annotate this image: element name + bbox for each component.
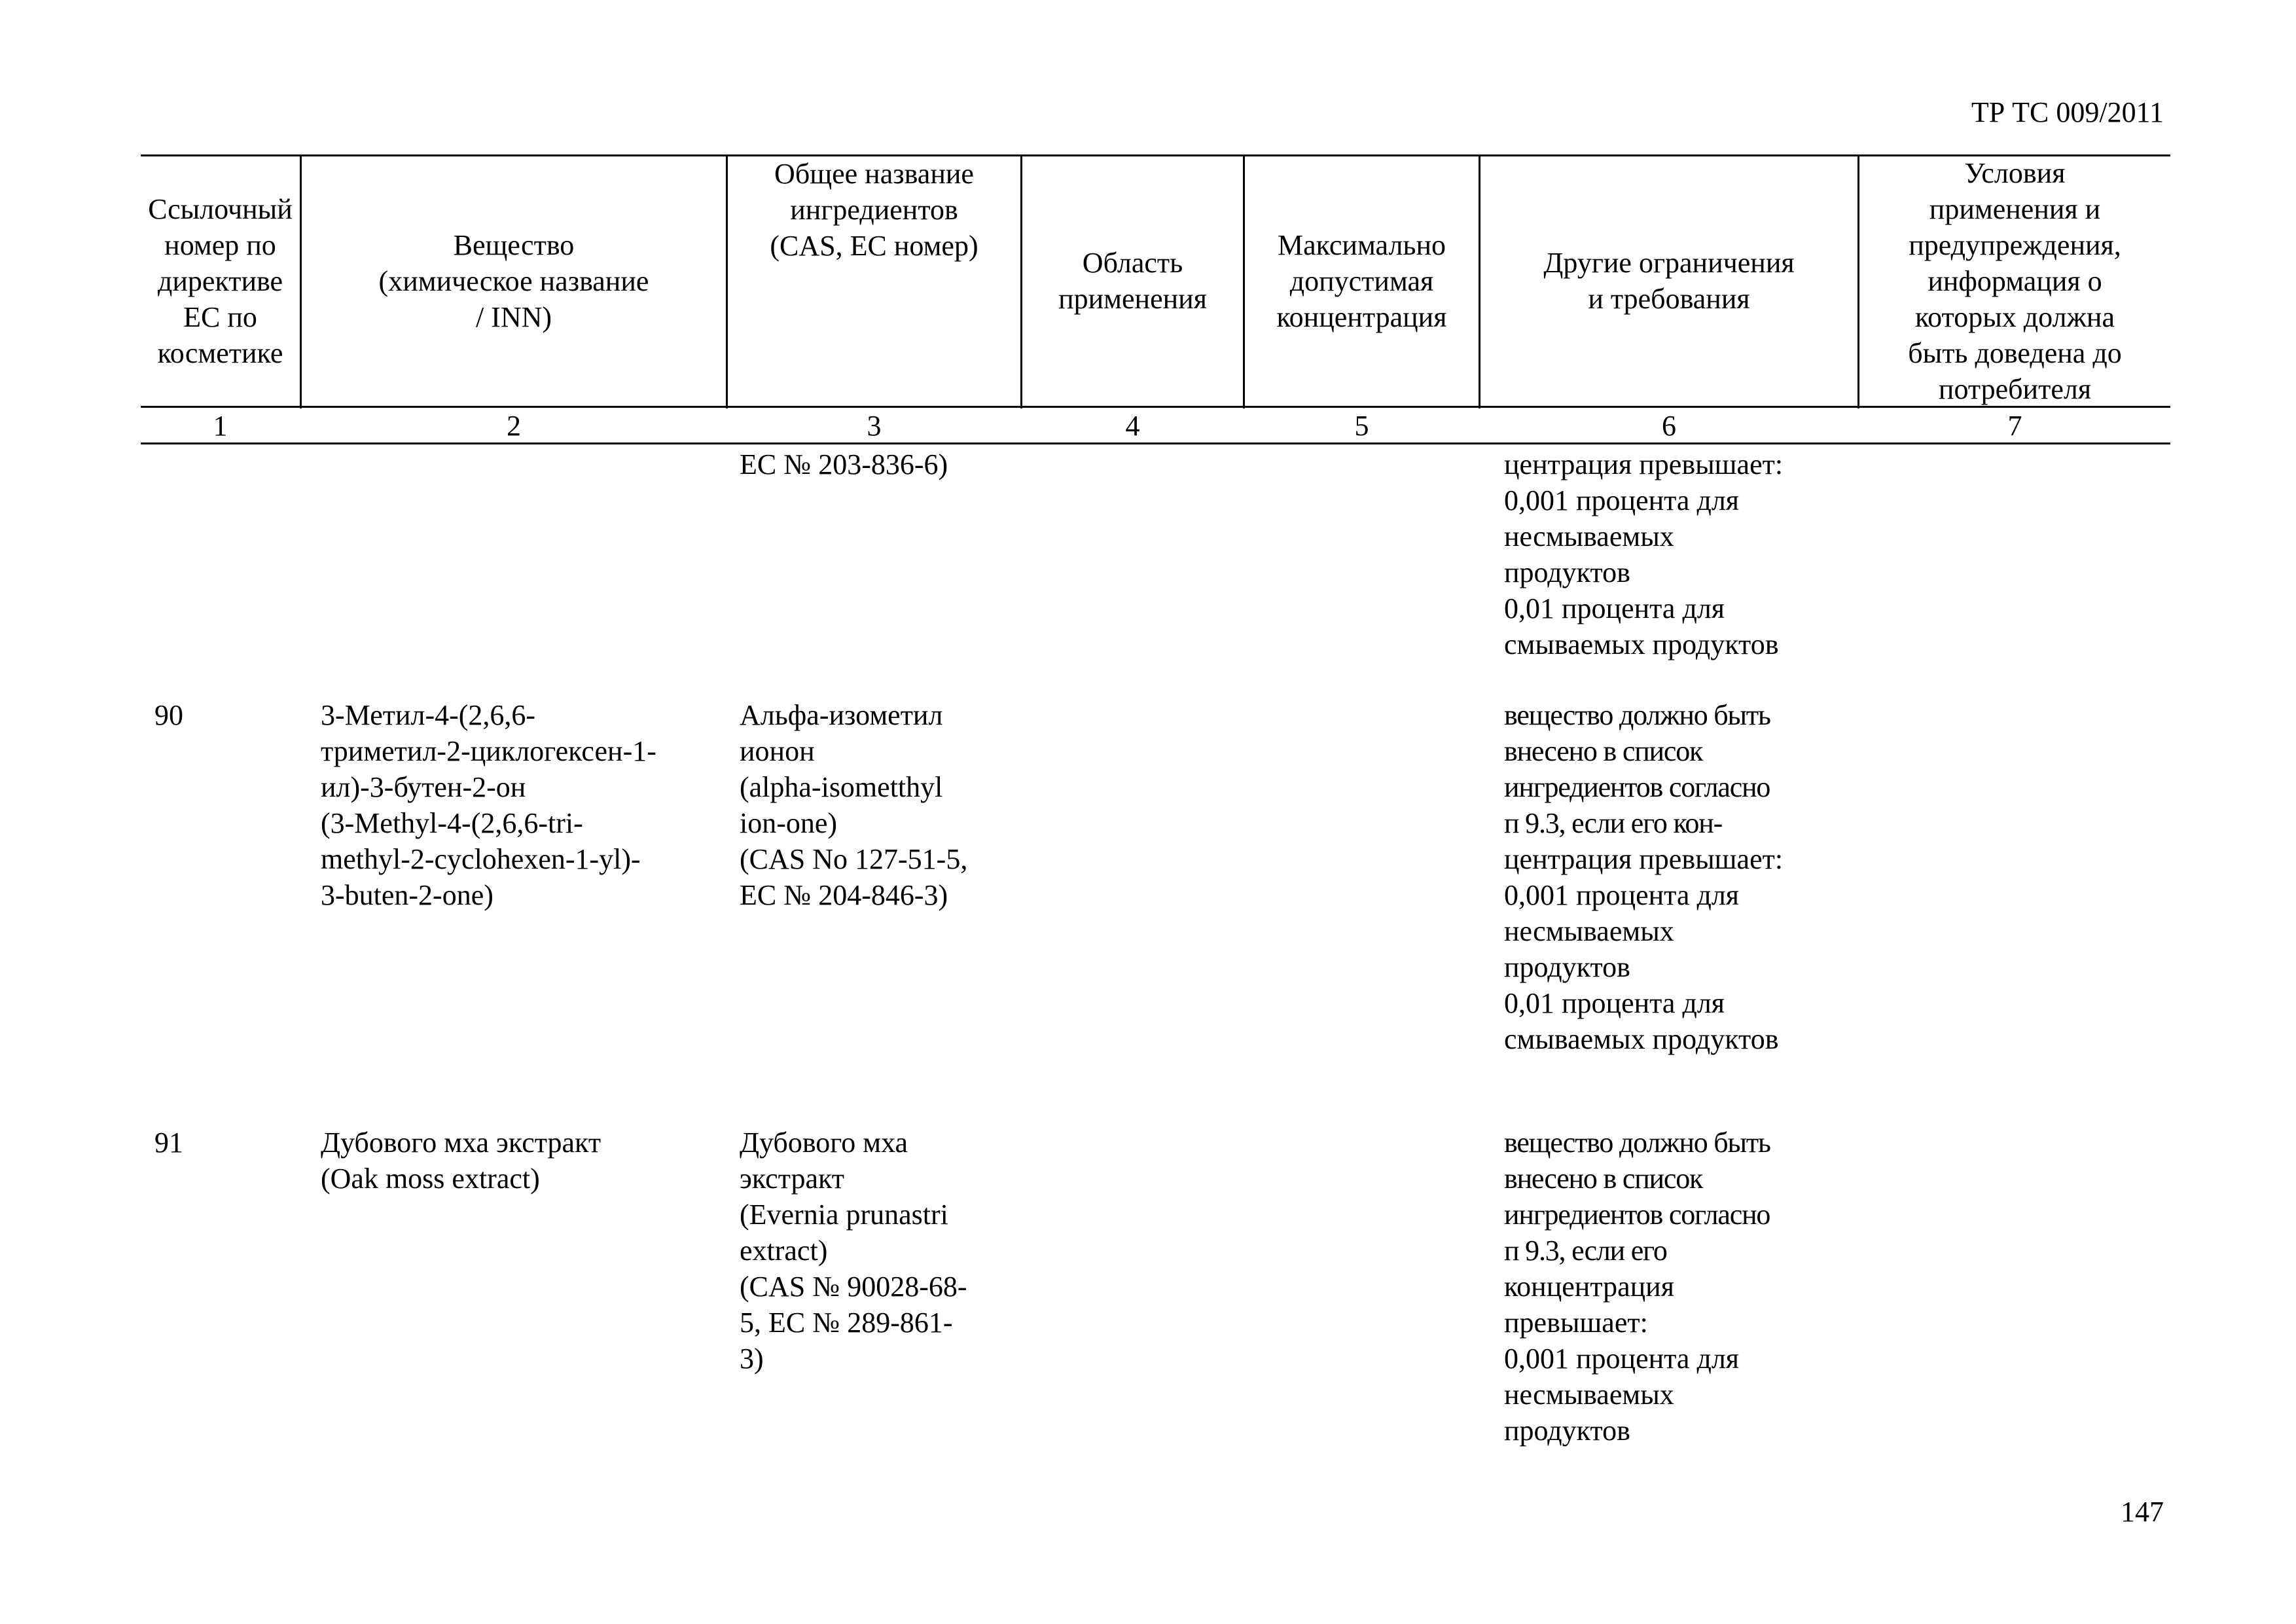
row-90-other-restrictions-b: центрация превышает: 0,001 процента для несмываемых продуктов 0,01 процента для смываемых продуктов [1504,843,1784,1055]
column-number: 5 [1354,410,1369,442]
column-number: 1 [213,410,228,442]
document-code: ТР ТС 009/2011 [1971,96,2164,128]
header-text: Общее название ингредиентов (CAS, ЕС номер) [770,158,978,262]
header-text: Другие ограничения и требования [1543,247,1795,315]
header-common-name [728,156,1020,406]
header-text: Ссылочный номер по директиве ЕС по косметике [148,192,293,369]
row-91-substance: Дубового мха экстракт (Oak moss extract) [321,1127,601,1195]
column-number: 6 [1662,410,1676,442]
column-number: 4 [1125,410,1140,442]
header-substance [302,156,726,406]
header-other-restrictions [1480,156,1857,406]
row-90-common-name: Альфа-изометил ионон (alpha-isometthyl ion-one) (CAS No 127-51-5, ЕС № 204-846-3) [740,699,968,911]
page-number: 147 [2121,1496,2164,1528]
row-91-common-name: Дубового мха экстракт (Evernia prunastri extract) (CAS № 90028-68- 5, ЕС № 289-861- 3) [740,1127,967,1375]
row-90-other-restrictions-a: вещество должно быть внесено в список ингредиентов согласно п 9.3, если его кон- [1504,699,1770,839]
header-text: Максимально допустимая концентрация [1276,228,1447,333]
header-conditions-warnings [1859,156,2170,406]
row-90-substance: 3-Метил-4-(2,6,6- триметил-2-циклогексен-1- ил)-3-бутен-2-он (3-Methyl-4-(2,6,6-tri- methyl-2-cyclohexen-1-yl)- 3-buten-2-one) [321,699,656,911]
column-numbers-rule [141,442,2170,444]
header-ref-number [141,156,300,406]
row-91-other-restrictions-a: вещество должно быть внесено в список ингредиентов согласно п 9.3, если его [1504,1127,1770,1267]
row-91-other-restrictions-b: концентрация превышает: 0,001 процента для несмываемых продуктов [1504,1271,1740,1447]
table-row-continuation-other-restrictions: центрация превышает: 0,001 процента для несмываемых продуктов 0,01 процента для смываемых продуктов [1504,448,1784,660]
header-text: Область применения [1058,247,1207,315]
column-number: 7 [2007,410,2022,442]
row-91-ref-number: 91 [154,1127,183,1159]
column-number: 3 [867,410,882,442]
column-number: 2 [507,410,521,442]
header-text: Условия применения и предупреждения, информация о которых должна быть доведена до потребителя [1908,156,2122,405]
table-row-continuation-common-name: ЕС № 203-836-6) [740,448,948,480]
header-bottom-rule [141,406,2170,408]
header-max-concentration [1245,156,1479,406]
header-text: Вещество (химическое название / INN) [378,228,649,333]
header-area-of-use [1022,156,1243,406]
row-90-ref-number: 90 [154,699,183,731]
